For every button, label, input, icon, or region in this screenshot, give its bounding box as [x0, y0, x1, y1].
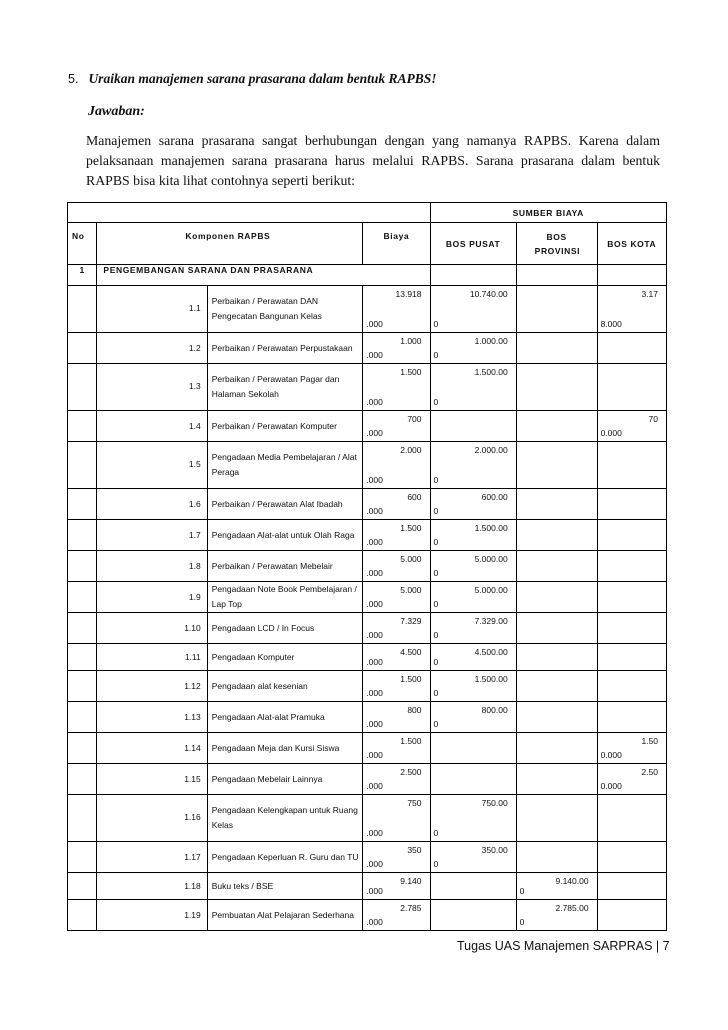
- row-name: Buku teks / BSE: [207, 873, 363, 900]
- row-bos-provinsi-tail: 0: [519, 886, 525, 896]
- row-no-cell: [68, 489, 97, 520]
- table-row: [68, 733, 667, 764]
- row-biaya-main: 2.500: [400, 767, 422, 777]
- row-bos-kota: [597, 489, 666, 520]
- row-bos-pusat: [430, 551, 516, 582]
- row-biaya: [363, 764, 430, 795]
- row-bos-provinsi-tail: 0: [519, 917, 525, 927]
- row-no-cell: [68, 795, 97, 842]
- row-no-cell: [68, 333, 97, 364]
- row-biaya-tail: .000: [366, 630, 383, 640]
- row-bos-provinsi: [516, 520, 597, 551]
- row-biaya-main: 1.500: [400, 367, 422, 377]
- table-row: [68, 873, 667, 900]
- row-bos-provinsi: [516, 795, 597, 842]
- row-index: 1.4: [188, 421, 201, 431]
- table-row: [68, 613, 667, 644]
- row-bos-pusat-main: 4.500.00: [474, 647, 508, 657]
- row-bos-provinsi: [516, 671, 597, 702]
- table-row: [68, 582, 667, 613]
- row-bos-pusat: [430, 333, 516, 364]
- row-biaya-tail: .000: [366, 506, 383, 516]
- row-bos-pusat-tail: 0: [433, 350, 439, 360]
- row-biaya: [363, 613, 430, 644]
- row-bos-pusat-tail: 0: [433, 859, 439, 869]
- row-bos-pusat-main: 1.500.00: [474, 674, 508, 684]
- page-footer: Tugas UAS Manajemen SARPRAS | 7: [457, 939, 670, 953]
- row-bos-provinsi: [516, 702, 597, 733]
- row-no-cell: [68, 842, 97, 873]
- row-biaya: [363, 442, 430, 489]
- row-index-cell: [97, 489, 207, 520]
- row-index: 1.17: [184, 852, 201, 862]
- row-bos-pusat-main: 7.329.00: [474, 616, 508, 626]
- row-index: 1.15: [184, 774, 201, 784]
- row-index-cell: [97, 900, 207, 931]
- row-index: 1.2: [188, 343, 201, 353]
- row-bos-kota: [597, 286, 666, 333]
- row-biaya: [363, 795, 430, 842]
- row-biaya-tail: .000: [366, 657, 383, 667]
- row-biaya: [363, 582, 430, 613]
- row-bos-pusat: [430, 733, 516, 764]
- row-bos-pusat: [430, 411, 516, 442]
- row-bos-pusat: [430, 873, 516, 900]
- rapbs-table: [67, 202, 667, 931]
- row-biaya: [363, 411, 430, 442]
- row-index: 1.19: [184, 910, 201, 920]
- row-bos-kota: [597, 873, 666, 900]
- header-biaya: Biaya: [363, 223, 430, 265]
- row-index-cell: [97, 702, 207, 733]
- row-bos-pusat: [430, 795, 516, 842]
- row-bos-pusat-tail: 0: [433, 599, 439, 609]
- header-sumber-biaya: SUMBER BIAYA: [430, 203, 666, 223]
- row-no-cell: [68, 764, 97, 795]
- row-bos-pusat: [430, 900, 516, 931]
- table-row: [68, 764, 667, 795]
- section-empty-1: [430, 265, 516, 286]
- row-bos-provinsi: [516, 613, 597, 644]
- table-row: [68, 442, 667, 489]
- row-bos-kota: [597, 411, 666, 442]
- row-bos-provinsi: [516, 644, 597, 671]
- row-bos-pusat-main: 1.500.00: [474, 523, 508, 533]
- row-no-cell: [68, 551, 97, 582]
- table-row: [68, 671, 667, 702]
- row-index-cell: [97, 671, 207, 702]
- section-title: PENGEMBANGAN SARANA DAN PRASARANA: [97, 265, 430, 286]
- header-bos-pusat: BOS PUSAT: [430, 223, 516, 265]
- row-biaya: [363, 873, 430, 900]
- row-index-cell: [97, 582, 207, 613]
- row-biaya: [363, 333, 430, 364]
- row-name: Perbaikan / Perawatan Alat Ibadah: [207, 489, 363, 520]
- row-biaya-tail: .000: [366, 475, 383, 485]
- row-bos-pusat: [430, 364, 516, 411]
- row-biaya-main: 700: [407, 414, 422, 424]
- header-no: No: [68, 223, 97, 265]
- row-bos-provinsi: [516, 733, 597, 764]
- header-komponen: Komponen RAPBS: [97, 223, 363, 265]
- row-bos-provinsi: [516, 842, 597, 873]
- row-index: 1.12: [184, 681, 201, 691]
- row-bos-pusat-main: 750.00: [481, 798, 508, 808]
- row-bos-pusat-tail: 0: [433, 537, 439, 547]
- row-bos-pusat-tail: 0: [433, 319, 439, 329]
- row-bos-kota: [597, 582, 666, 613]
- row-no-cell: [68, 873, 97, 900]
- row-bos-kota: [597, 613, 666, 644]
- row-bos-provinsi: [516, 873, 597, 900]
- table-row: [68, 795, 667, 842]
- row-bos-pusat: [430, 582, 516, 613]
- row-biaya: [363, 644, 430, 671]
- section-row: [68, 265, 667, 286]
- row-biaya-tail: .000: [366, 319, 383, 329]
- row-bos-pusat-main: 10.740.00: [469, 289, 508, 299]
- row-name: Perbaikan / Perawatan Perpustakaan: [207, 333, 363, 364]
- row-index: 1.11: [184, 652, 201, 662]
- row-bos-kota-tail: 0.000: [600, 750, 622, 760]
- row-biaya: [363, 671, 430, 702]
- row-name: Perbaikan / Perawatan Pagar dan Halaman Sekolah: [207, 364, 363, 411]
- row-bos-pusat-main: 1.500.00: [474, 367, 508, 377]
- row-biaya-main: 2.000: [400, 445, 422, 455]
- row-bos-pusat: [430, 644, 516, 671]
- table-row: [68, 551, 667, 582]
- row-index-cell: [97, 551, 207, 582]
- answer-label: Jawaban:: [88, 104, 145, 119]
- row-biaya: [363, 520, 430, 551]
- row-bos-kota: [597, 551, 666, 582]
- row-biaya-main: 1.000: [400, 336, 422, 346]
- row-name: Pengadaan Meja dan Kursi Siswa: [207, 733, 363, 764]
- row-bos-pusat-main: 1.000.00: [474, 336, 508, 346]
- row-bos-kota: [597, 795, 666, 842]
- row-biaya: [363, 551, 430, 582]
- row-name: Perbaikan / Perawatan Komputer: [207, 411, 363, 442]
- table-row: [68, 286, 667, 333]
- row-bos-pusat-tail: 0: [433, 568, 439, 578]
- row-bos-pusat-tail: 0: [433, 506, 439, 516]
- row-index: 1.16: [184, 812, 201, 822]
- row-biaya-tail: .000: [366, 397, 383, 407]
- row-no-cell: [68, 733, 97, 764]
- row-name: Pengadaan Media Pembelajaran / Alat Peraga: [207, 442, 363, 489]
- row-biaya-main: 600: [407, 492, 422, 502]
- row-bos-provinsi: [516, 551, 597, 582]
- row-index-cell: [97, 364, 207, 411]
- row-index-cell: [97, 733, 207, 764]
- section-empty-2: [516, 265, 597, 286]
- row-biaya-main: 350: [407, 845, 422, 855]
- question-line: [68, 71, 437, 87]
- row-name: Pengadaan LCD / In Focus: [207, 613, 363, 644]
- row-index: 1.13: [184, 712, 201, 722]
- row-name: Pengadaan Note Book Pembelajaran / Lap Top: [207, 582, 363, 613]
- row-biaya-main: 800: [407, 705, 422, 715]
- row-no-cell: [68, 520, 97, 551]
- row-bos-pusat-main: 350.00: [481, 845, 508, 855]
- row-name: Perbaikan / Perawatan DAN Pengecatan Bangunan Kelas: [207, 286, 363, 333]
- row-biaya-tail: .000: [366, 719, 383, 729]
- table-row: [68, 702, 667, 733]
- row-bos-pusat-tail: 0: [433, 828, 439, 838]
- header-row-main: [68, 223, 667, 265]
- row-name: Pembuatan Alat Pelajaran Sederhana: [207, 900, 363, 931]
- table-row: [68, 644, 667, 671]
- row-bos-provinsi: [516, 364, 597, 411]
- row-index: 1.9: [188, 592, 201, 602]
- row-bos-kota-main: 2.50: [641, 767, 658, 777]
- row-index-cell: [97, 411, 207, 442]
- row-index-cell: [97, 442, 207, 489]
- row-biaya: [363, 702, 430, 733]
- row-bos-kota-main: 3.17: [641, 289, 658, 299]
- row-biaya-main: 13.918: [395, 289, 422, 299]
- row-bos-provinsi: [516, 489, 597, 520]
- row-biaya-main: 750: [407, 798, 422, 808]
- row-bos-provinsi: [516, 333, 597, 364]
- row-index-cell: [97, 873, 207, 900]
- row-biaya-main: 9.140: [400, 876, 422, 886]
- row-bos-provinsi: [516, 286, 597, 333]
- row-biaya-tail: .000: [366, 859, 383, 869]
- table-row: [68, 900, 667, 931]
- row-bos-pusat: [430, 489, 516, 520]
- row-index-cell: [97, 644, 207, 671]
- row-index: 1.1: [188, 303, 201, 313]
- row-biaya-main: 4.500: [400, 647, 422, 657]
- row-bos-kota: [597, 644, 666, 671]
- row-name: Pengadaan Mebelair Lainnya: [207, 764, 363, 795]
- row-index: 1.18: [184, 881, 201, 891]
- row-bos-kota-main: 1.50: [641, 736, 658, 746]
- row-name: Perbaikan / Perawatan Mebelair: [207, 551, 363, 582]
- row-biaya-tail: .000: [366, 688, 383, 698]
- row-bos-kota-tail: 8.000: [600, 319, 622, 329]
- table-row: [68, 333, 667, 364]
- row-biaya-tail: .000: [366, 537, 383, 547]
- row-no-cell: [68, 582, 97, 613]
- row-biaya-main: 2.785: [400, 903, 422, 913]
- row-biaya-main: 1.500: [400, 674, 422, 684]
- row-no-cell: [68, 442, 97, 489]
- table-row: [68, 411, 667, 442]
- row-bos-provinsi: [516, 900, 597, 931]
- header-row-top: [68, 203, 667, 223]
- row-index-cell: [97, 613, 207, 644]
- row-no-cell: [68, 613, 97, 644]
- row-bos-kota: [597, 842, 666, 873]
- header-bos-kota: BOS KOTA: [597, 223, 666, 265]
- row-index: 1.7: [188, 530, 201, 540]
- row-name: Pengadaan Komputer: [207, 644, 363, 671]
- row-bos-pusat-tail: 0: [433, 475, 439, 485]
- row-name: Pengadaan Alat-alat Pramuka: [207, 702, 363, 733]
- row-biaya-main: 5.000: [400, 554, 422, 564]
- row-biaya-tail: .000: [366, 828, 383, 838]
- table-row: [68, 489, 667, 520]
- row-biaya: [363, 842, 430, 873]
- row-index: 1.14: [184, 743, 201, 753]
- row-bos-pusat-main: 800.00: [481, 705, 508, 715]
- row-bos-pusat-main: 2.000.00: [474, 445, 508, 455]
- row-biaya-tail: .000: [366, 350, 383, 360]
- row-bos-kota: [597, 702, 666, 733]
- row-index: 1.5: [188, 459, 201, 469]
- row-biaya-main: 1.500: [400, 736, 422, 746]
- row-bos-provinsi: [516, 442, 597, 489]
- row-no-cell: [68, 286, 97, 333]
- row-biaya-tail: .000: [366, 599, 383, 609]
- row-name: Pengadaan Keperluan R. Guru dan TU: [207, 842, 363, 873]
- row-bos-provinsi-main: 9.140.00: [555, 876, 589, 886]
- row-bos-provinsi: [516, 582, 597, 613]
- row-no-cell: [68, 364, 97, 411]
- row-bos-pusat: [430, 671, 516, 702]
- answer-paragraph: Manajemen sarana prasarana sangat berhubungan dengan yang namanya RAPBS. Karena dalam pelaksanaan manajemen sarana prasarana harus melalui RAPBS. Sarana prasarana dalam bentuk RAPBS bisa kita lihat contohnya seperti berikut:: [86, 133, 660, 188]
- row-index: 1.3: [188, 381, 201, 391]
- row-bos-pusat-main: 600.00: [481, 492, 508, 502]
- row-biaya-tail: .000: [366, 568, 383, 578]
- row-bos-pusat: [430, 442, 516, 489]
- row-bos-pusat: [430, 613, 516, 644]
- row-index: 1.8: [188, 561, 201, 571]
- row-bos-kota-tail: 0.000: [600, 781, 622, 791]
- row-no-cell: [68, 411, 97, 442]
- row-biaya-tail: .000: [366, 428, 383, 438]
- row-bos-provinsi: [516, 764, 597, 795]
- row-biaya-tail: .000: [366, 886, 383, 896]
- row-biaya: [363, 900, 430, 931]
- row-bos-kota-main: 70: [648, 414, 658, 424]
- table-row: [68, 364, 667, 411]
- row-bos-pusat: [430, 764, 516, 795]
- section-empty-3: [597, 265, 666, 286]
- question-text: Uraikan manajemen sarana prasarana dalam bentuk RAPBS!: [88, 71, 437, 86]
- row-biaya-tail: .000: [366, 781, 383, 791]
- row-bos-pusat-tail: 0: [433, 688, 439, 698]
- row-index-cell: [97, 842, 207, 873]
- row-biaya: [363, 733, 430, 764]
- row-bos-kota: [597, 900, 666, 931]
- row-biaya-main: 5.000: [400, 585, 422, 595]
- row-biaya-main: 7.329: [400, 616, 422, 626]
- row-biaya: [363, 286, 430, 333]
- row-bos-kota: [597, 442, 666, 489]
- row-bos-pusat-main: 5.000.00: [474, 585, 508, 595]
- row-bos-pusat: [430, 520, 516, 551]
- row-bos-kota: [597, 764, 666, 795]
- row-no-cell: [68, 671, 97, 702]
- row-bos-kota: [597, 364, 666, 411]
- row-index-cell: [97, 333, 207, 364]
- row-bos-pusat-main: 5.000.00: [474, 554, 508, 564]
- row-bos-pusat: [430, 286, 516, 333]
- row-biaya-tail: .000: [366, 750, 383, 760]
- row-name: Pengadaan Kelengkapan untuk Ruang Kelas: [207, 795, 363, 842]
- row-bos-provinsi: [516, 411, 597, 442]
- row-bos-kota: [597, 333, 666, 364]
- row-no-cell: [68, 900, 97, 931]
- header-bos-provinsi: BOS PROVINSI: [516, 223, 597, 265]
- row-no-cell: [68, 702, 97, 733]
- row-biaya: [363, 489, 430, 520]
- row-biaya-main: 1.500: [400, 523, 422, 533]
- row-bos-pusat-tail: 0: [433, 657, 439, 667]
- row-bos-pusat-tail: 0: [433, 719, 439, 729]
- row-bos-pusat: [430, 702, 516, 733]
- row-bos-kota: [597, 671, 666, 702]
- row-index: 1.6: [188, 499, 201, 509]
- row-bos-kota: [597, 733, 666, 764]
- row-index-cell: [97, 795, 207, 842]
- row-index: 1.10: [184, 623, 201, 633]
- row-bos-pusat: [430, 842, 516, 873]
- table-row: [68, 520, 667, 551]
- row-biaya: [363, 364, 430, 411]
- row-no-cell: [68, 644, 97, 671]
- header-blank: [68, 203, 431, 223]
- row-index-cell: [97, 520, 207, 551]
- question-number: 5.: [68, 72, 79, 86]
- row-name: Pengadaan Alat-alat untuk Olah Raga: [207, 520, 363, 551]
- row-bos-pusat-tail: 0: [433, 630, 439, 640]
- row-index-cell: [97, 764, 207, 795]
- row-bos-provinsi-main: 2.785.00: [555, 903, 589, 913]
- row-index-cell: [97, 286, 207, 333]
- row-name: Pengadaan alat kesenian: [207, 671, 363, 702]
- section-no: 1: [68, 265, 97, 286]
- row-bos-kota: [597, 520, 666, 551]
- row-bos-kota-tail: 0.000: [600, 428, 622, 438]
- row-biaya-tail: .000: [366, 917, 383, 927]
- row-bos-pusat-tail: 0: [433, 397, 439, 407]
- table-row: [68, 842, 667, 873]
